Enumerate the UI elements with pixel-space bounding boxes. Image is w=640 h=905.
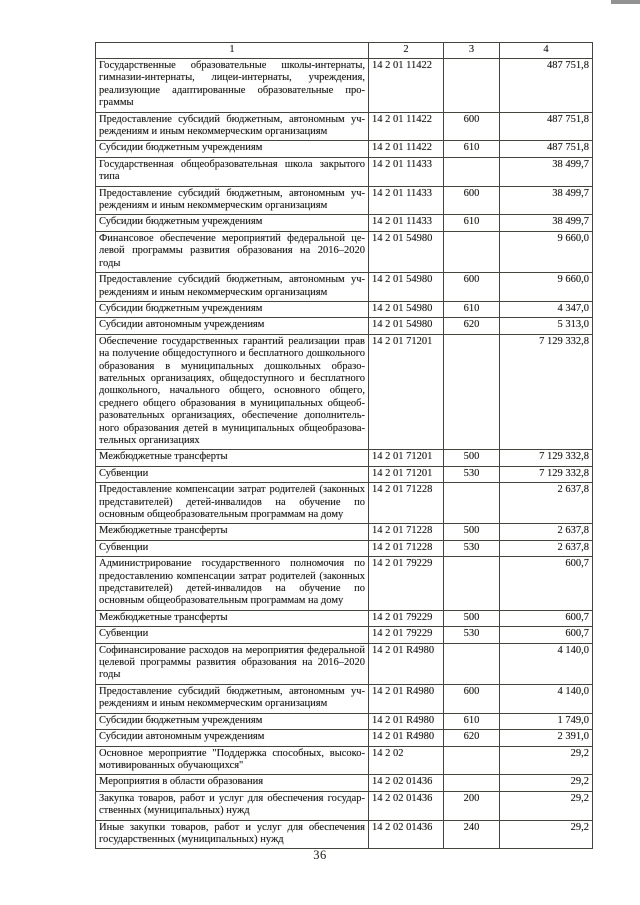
- row-amount-cell: 38 499,7: [500, 186, 593, 215]
- row-name-cell: Государственная общеобразовательная школа закрытого типа: [96, 157, 369, 186]
- row-vr-cell: 610: [444, 215, 500, 231]
- row-name-cell: Закупка товаров, работ и услуг для обеспечения государственных (муниципальных) нужд: [96, 791, 369, 820]
- budget-table-header: [96, 43, 593, 59]
- row-vr-cell: [444, 746, 500, 775]
- row-name-cell: Субвенции: [96, 627, 369, 643]
- table-row: [96, 273, 593, 302]
- budget-table-body: [96, 59, 593, 849]
- row-name-cell: Субвенции: [96, 540, 369, 556]
- row-code-cell: 14 2 01 R4980: [369, 730, 444, 746]
- row-amount-cell: 5 313,0: [500, 318, 593, 334]
- row-code-cell: 14 2 01 R4980: [369, 684, 444, 713]
- row-name-cell: Субвенции: [96, 466, 369, 482]
- row-code-cell: 14 2 01 71228: [369, 540, 444, 556]
- row-vr-cell: [444, 557, 500, 611]
- row-code-cell: 14 2 01 R4980: [369, 713, 444, 729]
- row-code-cell: 14 2 01 79229: [369, 557, 444, 611]
- row-amount-cell: 29,2: [500, 746, 593, 775]
- row-code-cell: 14 2 02 01436: [369, 791, 444, 820]
- row-name-cell: Основное мероприятие "Поддержка способных, высокомотивированных обучающихся": [96, 746, 369, 775]
- row-amount-cell: 2 391,0: [500, 730, 593, 746]
- row-amount-cell: 29,2: [500, 775, 593, 791]
- row-amount-cell: 4 140,0: [500, 643, 593, 684]
- row-amount-cell: 487 751,8: [500, 59, 593, 113]
- row-code-cell: 14 2 02 01436: [369, 820, 444, 849]
- row-vr-cell: 610: [444, 141, 500, 157]
- row-amount-cell: 7 129 332,8: [500, 466, 593, 482]
- row-code-cell: 14 2 01 11433: [369, 186, 444, 215]
- row-name-cell: Иные закупки товаров, работ и услуг для обеспечения государственных (муниципальных) нужд: [96, 820, 369, 849]
- row-name-cell: Софинансирование расходов на мероприятия федеральной целевой программы развития образования на 2016–2020 годы: [96, 643, 369, 684]
- row-code-cell: 14 2 01 71228: [369, 524, 444, 540]
- header-row: [96, 43, 593, 59]
- row-amount-cell: 7 129 332,8: [500, 450, 593, 466]
- budget-table: [95, 42, 593, 849]
- row-code-cell: 14 2 01 11433: [369, 157, 444, 186]
- row-name-cell: Предоставление субсидий бюджетным, автономным учреждениям и иным некоммерческим организациям: [96, 186, 369, 215]
- row-code-cell: 14 2 01 71201: [369, 466, 444, 482]
- row-amount-cell: 29,2: [500, 820, 593, 849]
- table-row: [96, 466, 593, 482]
- row-vr-cell: [444, 643, 500, 684]
- row-name-cell: Мероприятия в области образования: [96, 775, 369, 791]
- row-amount-cell: 4 140,0: [500, 684, 593, 713]
- table-row: [96, 610, 593, 626]
- row-amount-cell: 9 660,0: [500, 273, 593, 302]
- row-name-cell: Предоставление субсидий бюджетным, автономным учреждениям и иным некоммерческим организациям: [96, 273, 369, 302]
- table-row: [96, 334, 593, 450]
- row-amount-cell: 600,7: [500, 610, 593, 626]
- row-amount-cell: 487 751,8: [500, 141, 593, 157]
- row-name-cell: Межбюджетные трансферты: [96, 524, 369, 540]
- table-row: [96, 112, 593, 141]
- row-code-cell: 14 2 01 11422: [369, 112, 444, 141]
- row-vr-cell: [444, 231, 500, 272]
- page-number: 36: [313, 848, 327, 862]
- row-name-cell: Межбюджетные трансферты: [96, 450, 369, 466]
- row-vr-cell: 600: [444, 273, 500, 302]
- row-vr-cell: 600: [444, 684, 500, 713]
- table-row: [96, 450, 593, 466]
- row-code-cell: 14 2 01 71228: [369, 483, 444, 524]
- row-vr-cell: 620: [444, 318, 500, 334]
- row-name-cell: Государственные образовательные школы-интернаты, гимназии-интернаты, лицеи-интернаты, учреждения, реализующие адаптированные образовательные программы: [96, 59, 369, 113]
- row-amount-cell: 487 751,8: [500, 112, 593, 141]
- row-amount-cell: 38 499,7: [500, 157, 593, 186]
- row-vr-cell: 600: [444, 112, 500, 141]
- table-row: [96, 231, 593, 272]
- row-name-cell: Администрирование государственного полномочия по предоставлению компенсации затрат родителей (законных представителей) детей-инвалидов на обучение по основным общеобразовательным программам на дому: [96, 557, 369, 611]
- row-vr-cell: 600: [444, 186, 500, 215]
- row-vr-cell: 500: [444, 610, 500, 626]
- row-vr-cell: 240: [444, 820, 500, 849]
- table-row: [96, 684, 593, 713]
- table-row: [96, 627, 593, 643]
- row-amount-cell: 600,7: [500, 627, 593, 643]
- table-row: [96, 301, 593, 317]
- row-code-cell: 14 2 01 54980: [369, 318, 444, 334]
- table-row: [96, 643, 593, 684]
- table-row: [96, 215, 593, 231]
- column-header-name: 1: [96, 43, 369, 59]
- row-amount-cell: 9 660,0: [500, 231, 593, 272]
- table-row: [96, 557, 593, 611]
- row-vr-cell: 530: [444, 540, 500, 556]
- row-code-cell: 14 2 01 71201: [369, 450, 444, 466]
- table-row: [96, 186, 593, 215]
- scan-artifact: [611, 0, 640, 4]
- row-code-cell: 14 2 02 01436: [369, 775, 444, 791]
- row-vr-cell: [444, 334, 500, 450]
- row-amount-cell: 2 637,8: [500, 483, 593, 524]
- row-code-cell: 14 2 01 11433: [369, 215, 444, 231]
- row-amount-cell: 4 347,0: [500, 301, 593, 317]
- row-amount-cell: 2 637,8: [500, 524, 593, 540]
- row-vr-cell: 200: [444, 791, 500, 820]
- row-code-cell: 14 2 02: [369, 746, 444, 775]
- row-vr-cell: 500: [444, 450, 500, 466]
- row-name-cell: Субсидии автономным учреждениям: [96, 730, 369, 746]
- row-name-cell: Субсидии бюджетным учреждениям: [96, 141, 369, 157]
- row-code-cell: 14 2 01 54980: [369, 273, 444, 302]
- row-code-cell: 14 2 01 71201: [369, 334, 444, 450]
- row-name-cell: Субсидии бюджетным учреждениям: [96, 713, 369, 729]
- table-row: [96, 730, 593, 746]
- row-code-cell: 14 2 01 54980: [369, 231, 444, 272]
- row-name-cell: Субсидии бюджетным учреждениям: [96, 301, 369, 317]
- column-header-amount: 4: [500, 43, 593, 59]
- table-row: [96, 59, 593, 113]
- table-row: [96, 713, 593, 729]
- row-vr-cell: 530: [444, 627, 500, 643]
- row-amount-cell: 7 129 332,8: [500, 334, 593, 450]
- row-name-cell: Финансовое обеспечение мероприятий федеральной целевой программы развития образования на 2016–2020 годы: [96, 231, 369, 272]
- row-code-cell: 14 2 01 11422: [369, 59, 444, 113]
- table-row: [96, 820, 593, 849]
- row-vr-cell: 620: [444, 730, 500, 746]
- table-row: [96, 746, 593, 775]
- row-code-cell: 14 2 01 79229: [369, 610, 444, 626]
- table-row: [96, 141, 593, 157]
- row-amount-cell: 600,7: [500, 557, 593, 611]
- row-vr-cell: [444, 483, 500, 524]
- table-row: [96, 791, 593, 820]
- table-row: [96, 318, 593, 334]
- row-name-cell: Субсидии бюджетным учреждениям: [96, 215, 369, 231]
- row-vr-cell: 610: [444, 301, 500, 317]
- row-name-cell: Межбюджетные трансферты: [96, 610, 369, 626]
- table-row: [96, 775, 593, 791]
- row-vr-cell: [444, 775, 500, 791]
- row-vr-cell: 610: [444, 713, 500, 729]
- table-row: [96, 524, 593, 540]
- row-code-cell: 14 2 01 11422: [369, 141, 444, 157]
- row-name-cell: Субсидии автономным учреждениям: [96, 318, 369, 334]
- row-name-cell: Предоставление компенсации затрат родителей (законных представителей) детей-инвалидов на обучение по основным общеобразовательным программам на дому: [96, 483, 369, 524]
- row-vr-cell: [444, 157, 500, 186]
- table-row: [96, 483, 593, 524]
- row-vr-cell: 530: [444, 466, 500, 482]
- row-amount-cell: 2 637,8: [500, 540, 593, 556]
- row-code-cell: 14 2 01 54980: [369, 301, 444, 317]
- row-vr-cell: [444, 59, 500, 113]
- row-name-cell: Обеспечение государственных гарантий реализации прав на получение общедоступного и бесплатного дошкольного образования в муниципальных дошкольных образовательных организациях, общедоступного и бесплатного дошкольного, начального общего, основного общего, среднего общего образования в муниципальных общеобразовательных организациях, обеспечение дополнительного образования детей в муниципальных общеобразовательных организациях: [96, 334, 369, 450]
- row-amount-cell: 38 499,7: [500, 215, 593, 231]
- table-row: [96, 540, 593, 556]
- row-amount-cell: 1 749,0: [500, 713, 593, 729]
- column-header-expense-type: 3: [444, 43, 500, 59]
- row-code-cell: 14 2 01 R4980: [369, 643, 444, 684]
- column-header-code: 2: [369, 43, 444, 59]
- row-amount-cell: 29,2: [500, 791, 593, 820]
- table-row: [96, 157, 593, 186]
- row-name-cell: Предоставление субсидий бюджетным, автономным учреждениям и иным некоммерческим организациям: [96, 112, 369, 141]
- row-name-cell: Предоставление субсидий бюджетным, автономным учреждениям и иным некоммерческим организациям: [96, 684, 369, 713]
- row-vr-cell: 500: [444, 524, 500, 540]
- row-code-cell: 14 2 01 79229: [369, 627, 444, 643]
